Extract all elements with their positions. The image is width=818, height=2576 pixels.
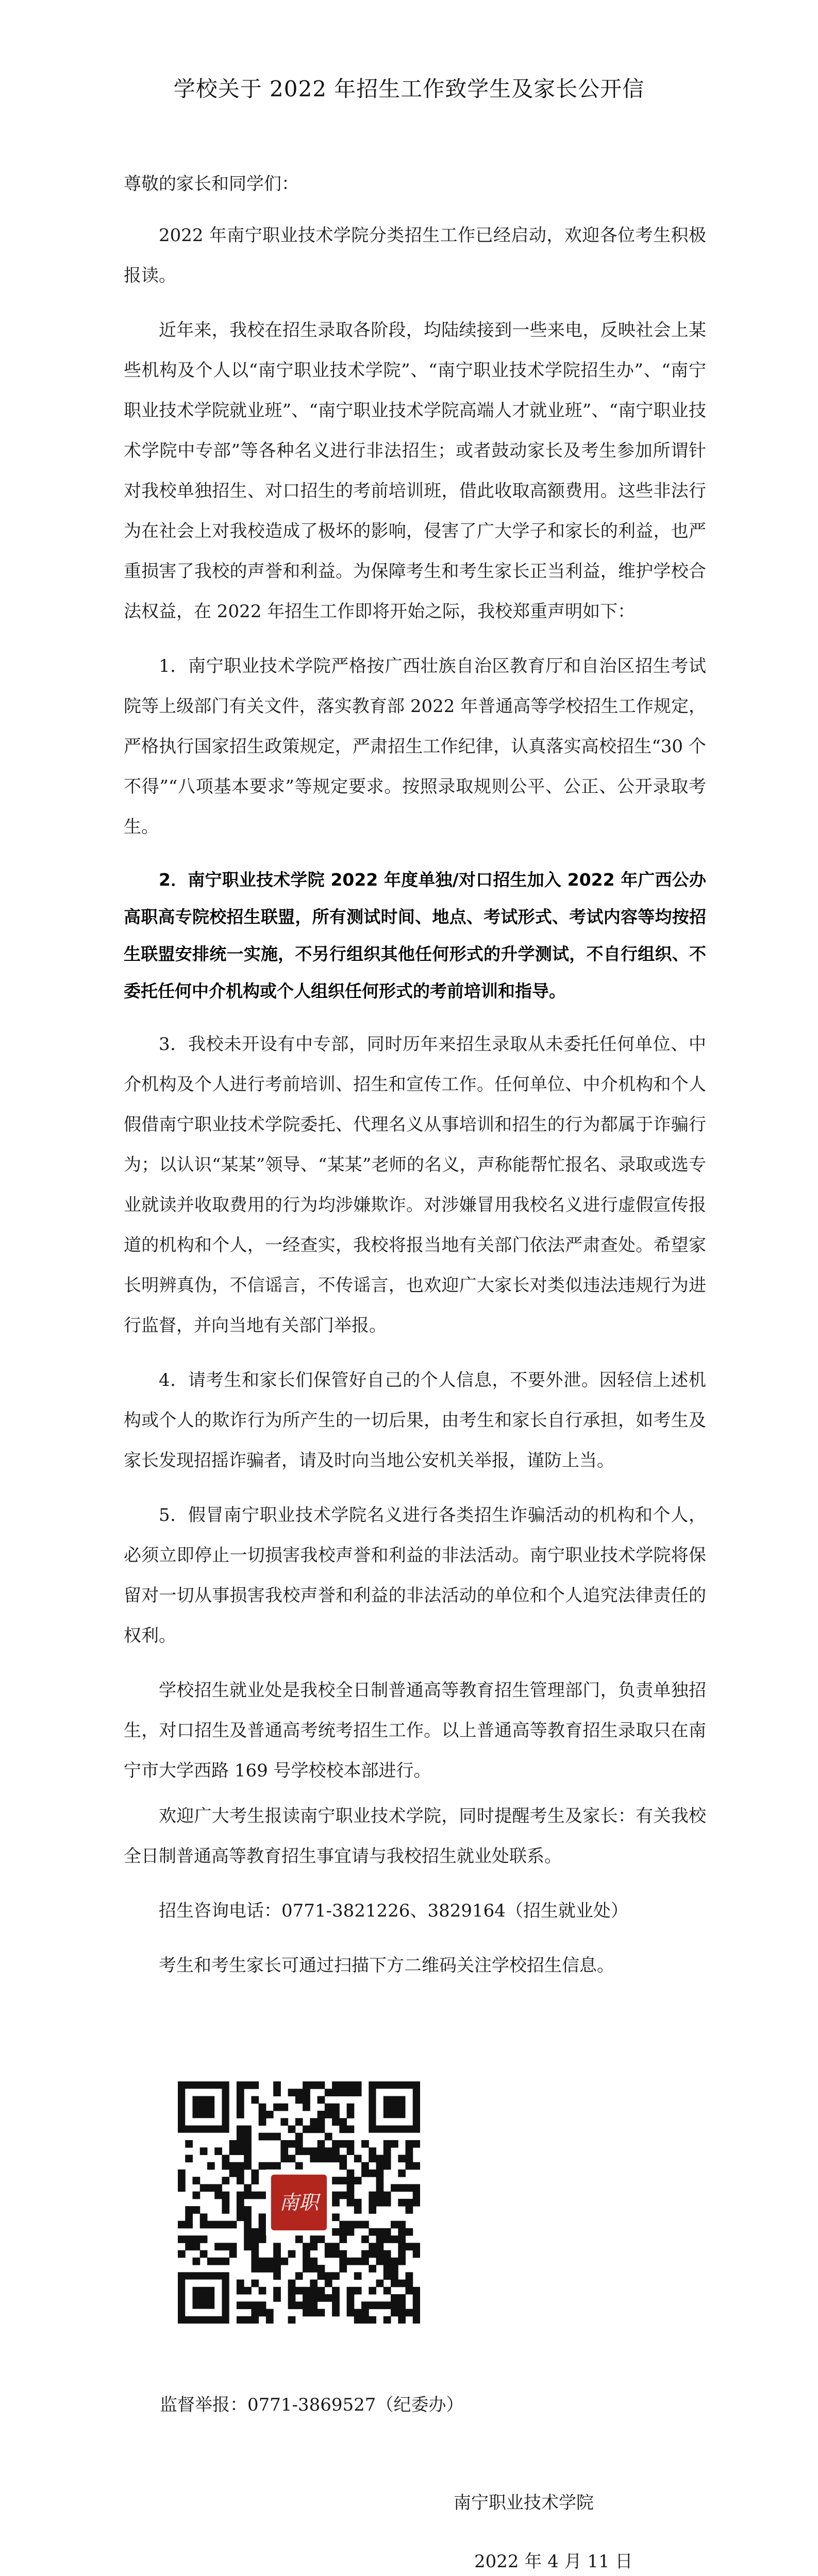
office-info-paragraph: 学校招生就业处是我校全日制普通高等教育招生管理部门，负责单独招生，对口招生及普通高考统考招生工作。以上普通高等教育招生录取只在南宁市大学西路 169 号学校校本部进行。 <box>124 1680 706 1781</box>
statement-item-2: 2．南宁职业技术学院 2022 年度单独/对口招生加入 2022 年广西公办高职高专院校招生联盟，所有测试时间、地点、考试形式、考试内容等均按招生联盟安排统一实施，不另行组织其他任何形式的升学测试，不自行组织、不委托任何中介机构或个人组织任何形式的考前培训和指导。 <box>124 870 706 1001</box>
welcome-paragraph: 欢迎广大考生报读南宁职业技术学院，同时提醒考生及家长：有关我校全日制普通高等教育招生事宜请与我校招生就业处联系。 <box>124 1806 706 1867</box>
qr-code[interactable] <box>178 2081 420 2324</box>
signature-organization: 南宁职业技术学院 <box>454 2493 594 2513</box>
statement-item-3: 3．我校未开设有中专部，同时历年来招生录取从未委托任何单位、中介机构及个人进行考前培训、招生和宣传工作。任何单位、中介机构和个人假借南宁职业技术学院委托、代理名义从事培训和招生的行为都属于诈骗行为；以认识“某某”领导、“某某”老师的名义，声称能帮忙报名、录取或选专业就读并收取费用的行为均涉嫌欺诈。对涉嫌冒用我校名义进行虚假宣传报道的机构和个人，一经查实，我校将报当地有关部门依法严肃查处。希望家长明辨真伪，不信谣言，不传谣言，也欢迎广大家长对类似违法违规行为进行监督，并向当地有关部门举报。 <box>124 1034 706 1336</box>
statement-item-4: 4．请考生和家长们保管好自己的个人信息，不要外泄。因轻信上述机构或个人的欺诈行为所产生的一切后果，由考生和家长自行承担，如考生及家长发现招摇诈骗者，请及时向当地公安机关举报，谨防上当。 <box>124 1370 706 1471</box>
qr-note: 考生和考生家长可通过扫描下方二维码关注学校招生信息。 <box>159 1955 614 1976</box>
page-title: 学校关于 2022 年招生工作致学生及家长公开信 <box>173 76 645 101</box>
signature-date: 2022 年 4 月 11 日 <box>474 2551 633 2572</box>
statement-item-1: 1．南宁职业技术学院严格按广西壮族自治区教育厅和自治区招生考试院等上级部门有关文件，落实教育部 2022 年普通高等学校招生工作规定，严格执行国家招生政策规定，严肃招生工作纪律，认真落实高校招生“30 个不得”“八项基本要求”等规定要求。按照录取规则公平、公正、公开录取考生。 <box>124 656 706 837</box>
salutation: 尊敬的家长和同学们： <box>124 174 299 194</box>
letter-body <box>124 164 706 2000</box>
intro-paragraph: 2022 年南宁职业技术学院分类招生工作已经启动，欢迎各位考生积极报读。 <box>124 225 706 286</box>
qr-logo-text: 南职 <box>279 2191 319 2214</box>
background-paragraph: 近年来，我校在招生录取各阶段，均陆续接到一些来电，反映社会上某些机构及个人以“南宁职业技术学院”、“南宁职业技术学院招生办”、“南宁职业技术学院就业班”、“南宁职业技术学院高端人才就业班”、“南宁职业技术学院中专部”等各种名义进行非法招生；或者鼓动家长及考生参加所谓针对我校单独招生、对口招生的考前培训班，借此收取高额费用。这些非法行为在社会上对我校造成了极坏的影响，侵害了广大学子和家长的利益，也严重损害了我校的声誉和利益。为保障考生和考生家长正当利益，维护学校合法权益，在 2022 年招生工作即将开始之际，我校郑重声明如下： <box>124 320 706 622</box>
qr-code-graphic <box>178 2081 420 2324</box>
report-hotline: 监督举报：0771-3869527（纪委办） <box>160 2395 464 2415</box>
statement-item-5: 5．假冒南宁职业技术学院名义进行各类招生诈骗活动的机构和个人，必须立即停止一切损害我校声誉和利益的非法活动。南宁职业技术学院将保留对一切从事损害我校声誉和利益的非法活动的单位和个人追究法律责任的权利。 <box>124 1505 706 1646</box>
hotline-text: 招生咨询电话：0771-3821226、3829164（招生就业处） <box>159 1901 628 1921</box>
